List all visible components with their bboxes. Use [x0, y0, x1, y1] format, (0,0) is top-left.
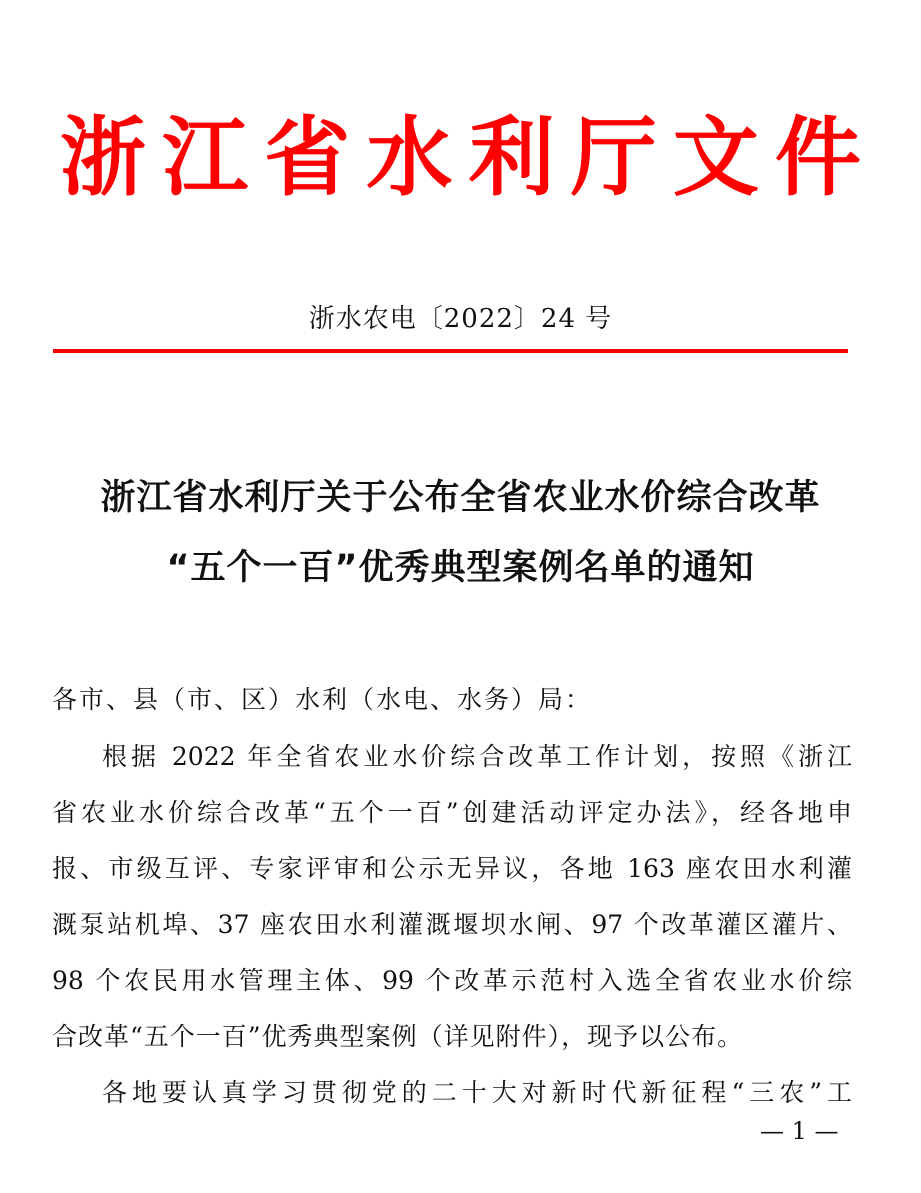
masthead-char: 厅 — [570, 108, 657, 208]
body-line: 溉泵站机埠、37 座农田水利灌溉堰坝水闸、97 个改革灌区灌片、 — [52, 910, 852, 939]
salutation: 各市、县（市、区）水利（水电、水务）局： — [52, 685, 593, 714]
red-separator-line — [53, 349, 848, 353]
body-line: 根据 2022 年全省农业水价综合改革工作计划，按照《浙江 — [102, 742, 852, 771]
notice-title-line-2: “五个一百”优秀典型案例名单的通知 — [166, 548, 755, 588]
page-number: — 1 — — [760, 1117, 839, 1145]
body-line: 省农业水价综合改革“五个一百”创建活动评定办法》，经各地申 — [52, 798, 852, 827]
masthead-char: 文 — [672, 108, 759, 208]
body-line: 报、市级互评、专家评审和公示无异议，各地 163 座农田水利灌 — [52, 854, 852, 883]
body-line: 98 个农民用水管理主体、99 个改革示范村入选全省农业水价综 — [52, 966, 852, 995]
notice-title-line-1: 浙江省水利厅关于公布全省农业水价综合改革 — [100, 478, 821, 518]
body-line: 合改革“五个一百”优秀典型案例（详见附件），现予以公布。 — [52, 1022, 744, 1051]
body-line: 各地要认真学习贯彻党的二十大对新时代新征程“三农”工 — [102, 1078, 852, 1107]
masthead-char: 件 — [774, 108, 861, 208]
document-masthead — [60, 98, 861, 218]
masthead-char: 江 — [162, 108, 249, 208]
masthead-char: 利 — [468, 108, 555, 208]
masthead-char: 水 — [366, 108, 453, 208]
masthead-char: 浙 — [60, 108, 146, 208]
masthead-char: 省 — [264, 108, 351, 208]
document-number: 浙水农电〔2022〕24 号 — [308, 304, 613, 334]
